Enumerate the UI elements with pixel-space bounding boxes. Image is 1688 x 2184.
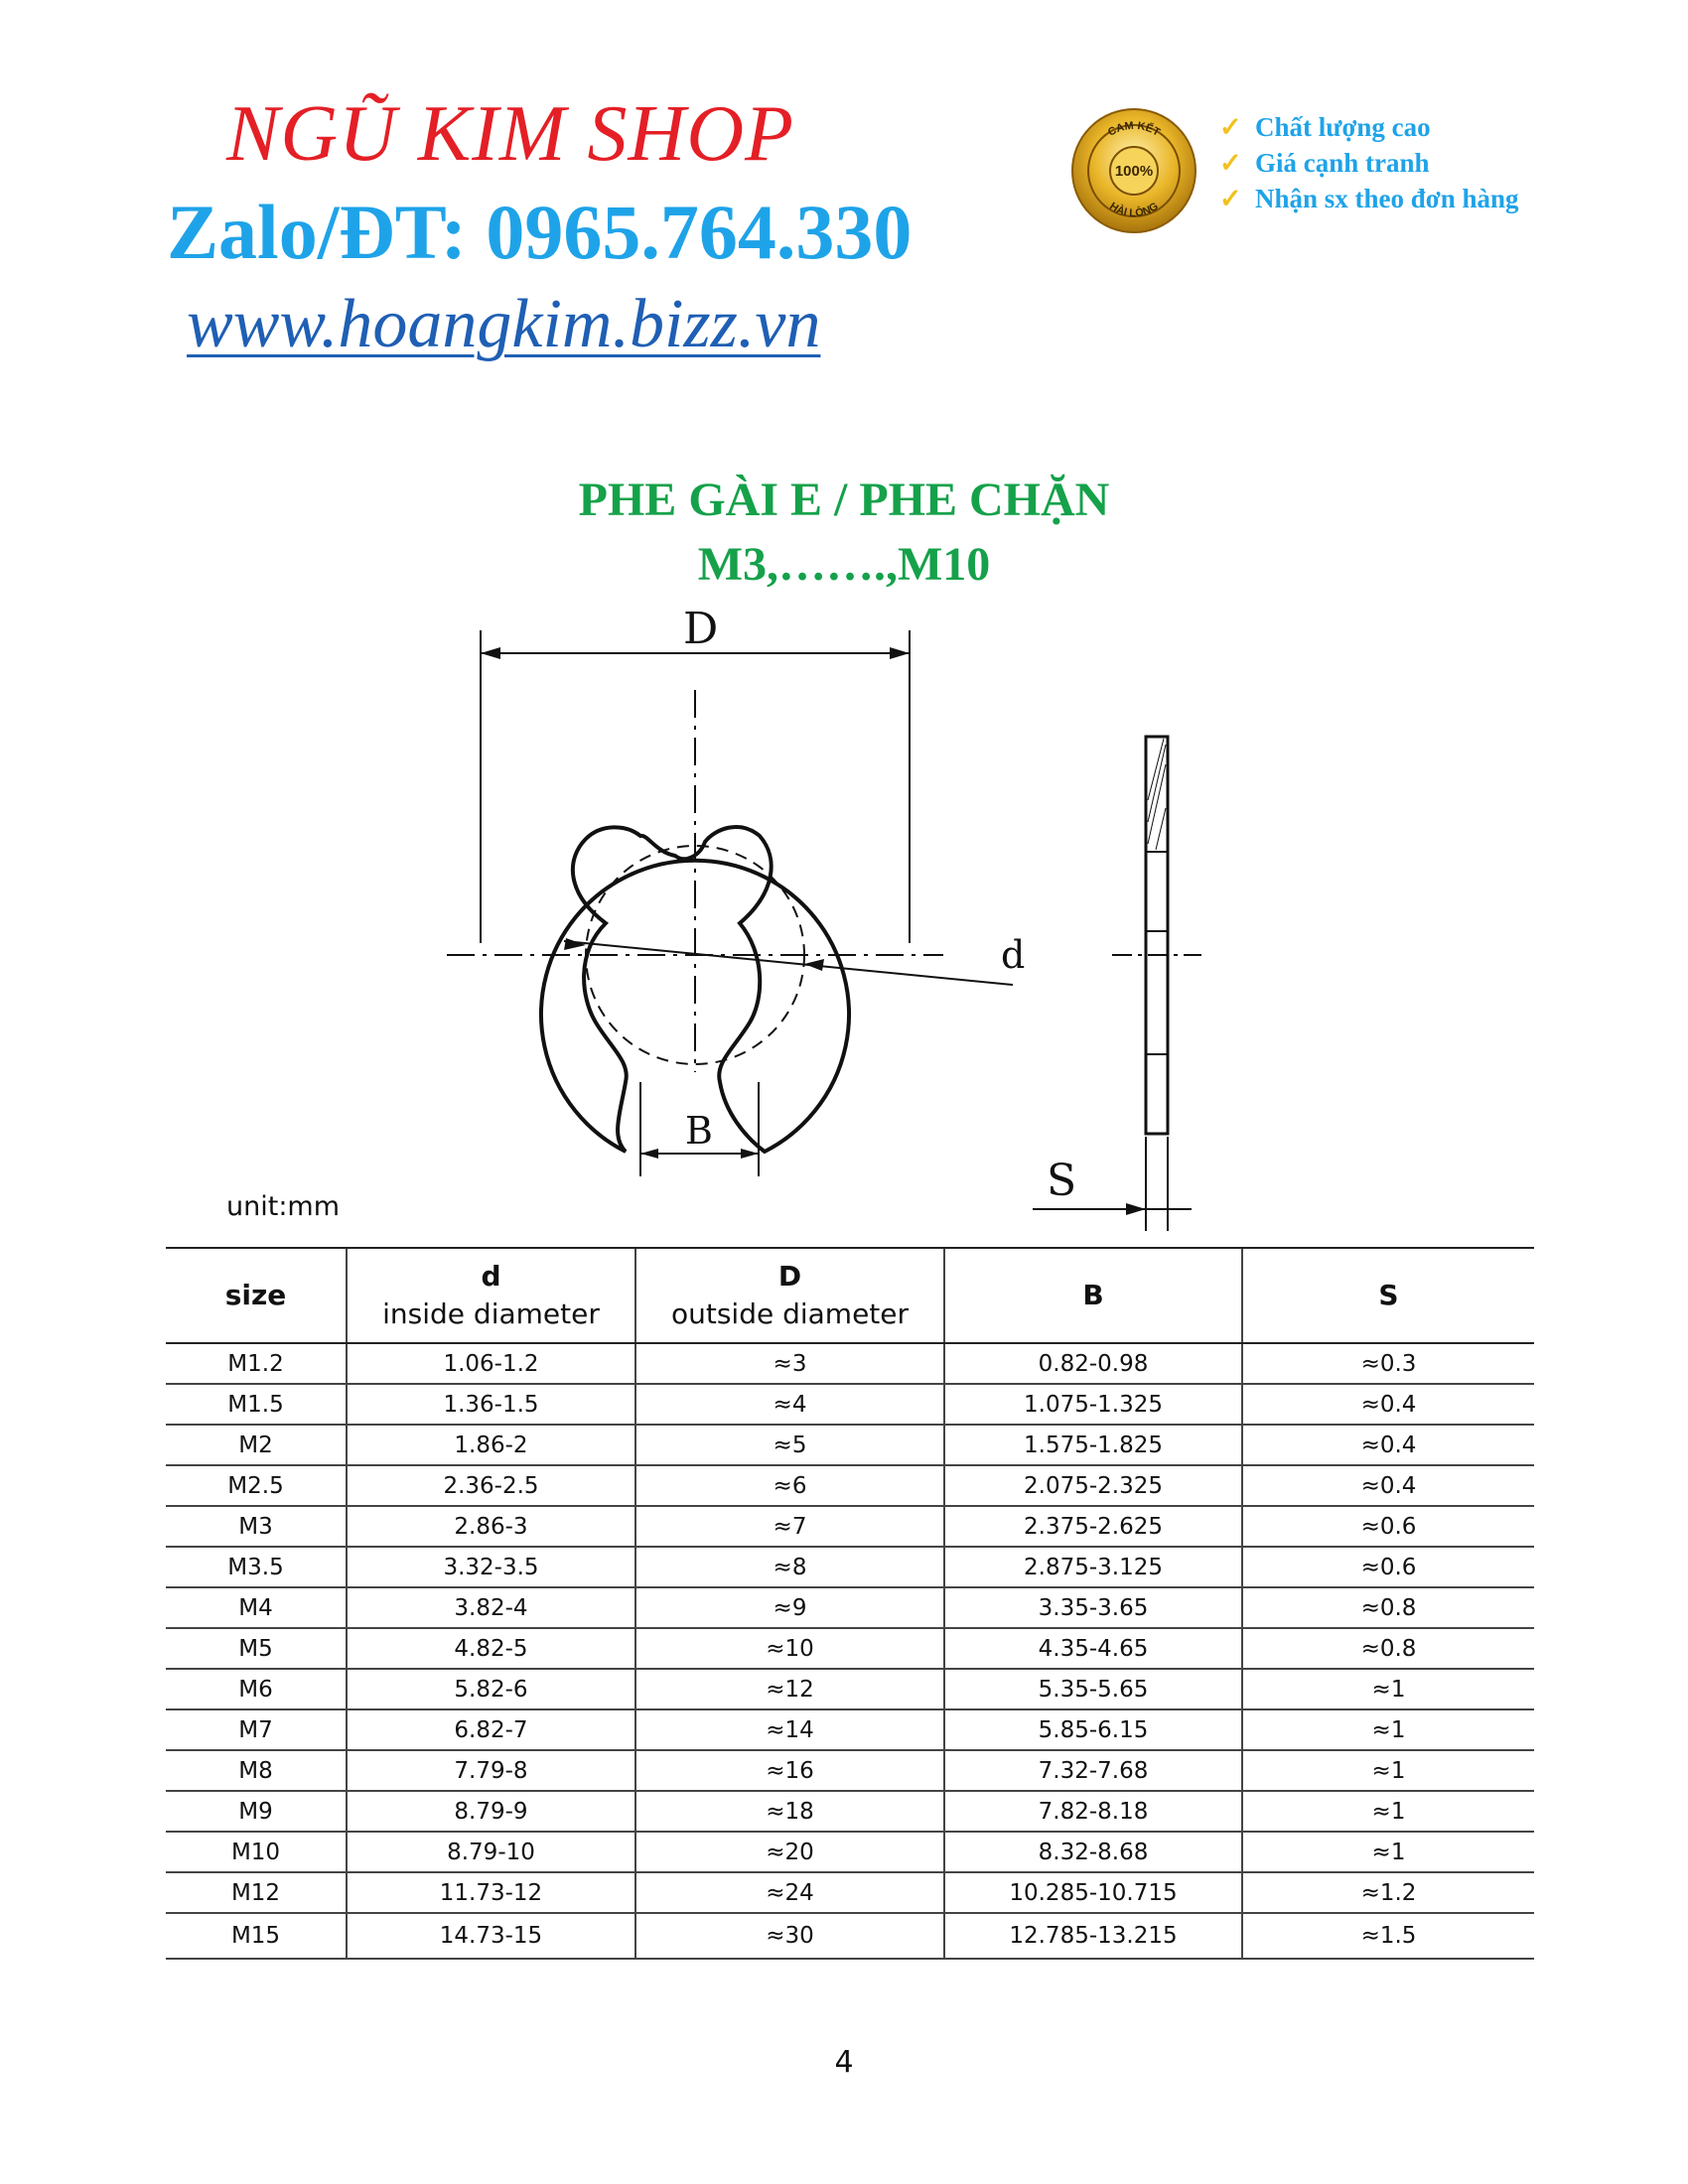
cell-outside-diameter: ≈8 — [635, 1547, 944, 1587]
cell-inside-diameter: 2.36-2.5 — [347, 1465, 635, 1506]
page-number: 4 — [834, 2045, 854, 2080]
cell-outside-diameter: ≈3 — [635, 1343, 944, 1384]
cell-inside-diameter: 8.79-10 — [347, 1832, 635, 1872]
cell-b: 5.85-6.15 — [944, 1709, 1242, 1750]
side-view-hatch — [1148, 745, 1166, 822]
cell-size: M3.5 — [166, 1547, 347, 1587]
cell-b: 7.82-8.18 — [944, 1791, 1242, 1832]
cell-s: ≈1 — [1242, 1832, 1534, 1872]
cell-s: ≈0.4 — [1242, 1465, 1534, 1506]
cell-s: ≈1 — [1242, 1709, 1534, 1750]
table-row — [166, 1872, 1534, 1913]
website-link[interactable]: www.hoangkim.bizz.vn — [187, 286, 821, 362]
cell-inside-diameter: 8.79-9 — [347, 1791, 635, 1832]
contact-phone: Zalo/ĐT: 0965.764.330 — [167, 189, 913, 275]
cell-size: M1.2 — [166, 1343, 347, 1384]
cell-b: 2.375-2.625 — [944, 1506, 1242, 1547]
table-row — [166, 1587, 1534, 1628]
check-icon: ✓ — [1219, 148, 1242, 178]
cell-inside-diameter: 14.73-15 — [347, 1913, 635, 1959]
cell-outside-diameter: ≈20 — [635, 1832, 944, 1872]
cell-outside-diameter: ≈30 — [635, 1913, 944, 1959]
cell-b: 1.075-1.325 — [944, 1384, 1242, 1425]
cell-s: ≈1 — [1242, 1669, 1534, 1709]
cell-s: ≈1.5 — [1242, 1913, 1534, 1959]
dim-d-arrow-right — [804, 959, 824, 971]
benefit-item: ✓ Nhận sx theo đơn hàng — [1219, 181, 1519, 216]
cell-s: ≈0.4 — [1242, 1384, 1534, 1425]
label-d: d — [1001, 933, 1026, 977]
table-row — [166, 1913, 1534, 1959]
badge-bottom-text: HÀI LÒNG — [1107, 200, 1161, 220]
cell-b: 5.35-5.65 — [944, 1669, 1242, 1709]
cell-b: 7.32-7.68 — [944, 1750, 1242, 1791]
cell-b: 10.285-10.715 — [944, 1872, 1242, 1913]
dim-d-arrow-left — [564, 938, 586, 950]
side-view-hatch — [1148, 764, 1166, 844]
cell-b: 12.785-13.215 — [944, 1913, 1242, 1959]
spec-table — [166, 1247, 1534, 1960]
cell-b: 2.075-2.325 — [944, 1465, 1242, 1506]
cell-size: M5 — [166, 1628, 347, 1669]
cell-outside-diameter: ≈6 — [635, 1465, 944, 1506]
table-row — [166, 1750, 1534, 1791]
cell-s: ≈1.2 — [1242, 1872, 1534, 1913]
table-header-row — [166, 1248, 1534, 1343]
table-row — [166, 1832, 1534, 1872]
cell-outside-diameter: ≈12 — [635, 1669, 944, 1709]
cell-b: 0.82-0.98 — [944, 1343, 1242, 1384]
e-clip-diagram — [417, 596, 1311, 1251]
cell-s: ≈0.3 — [1242, 1343, 1534, 1384]
cell-b: 2.875-3.125 — [944, 1547, 1242, 1587]
cell-inside-diameter: 3.32-3.5 — [347, 1547, 635, 1587]
table-row — [166, 1669, 1534, 1709]
cell-inside-diameter: 7.79-8 — [347, 1750, 635, 1791]
cell-inside-diameter: 1.36-1.5 — [347, 1384, 635, 1425]
table-row — [166, 1384, 1534, 1425]
table-row — [166, 1425, 1534, 1465]
dim-D-arrow-left — [481, 647, 500, 659]
satisfaction-badge — [1070, 107, 1197, 234]
cell-outside-diameter: ≈16 — [635, 1750, 944, 1791]
header-S: S — [1242, 1248, 1534, 1343]
cell-outside-diameter: ≈9 — [635, 1587, 944, 1628]
label-S: S — [1047, 1156, 1077, 1206]
cell-size: M1.5 — [166, 1384, 347, 1425]
table-row — [166, 1465, 1534, 1506]
cell-inside-diameter: 1.06-1.2 — [347, 1343, 635, 1384]
table-row — [166, 1547, 1534, 1587]
cell-inside-diameter: 5.82-6 — [347, 1669, 635, 1709]
benefits-list — [1219, 109, 1519, 216]
cell-size: M2 — [166, 1425, 347, 1465]
cell-s: ≈0.6 — [1242, 1547, 1534, 1587]
cell-outside-diameter: ≈7 — [635, 1506, 944, 1547]
table-row — [166, 1709, 1534, 1750]
badge-center-text: 100% — [1114, 163, 1154, 180]
cell-s: ≈0.8 — [1242, 1587, 1534, 1628]
label-D: D — [683, 604, 719, 654]
table-row — [166, 1506, 1534, 1547]
cell-outside-diameter: ≈4 — [635, 1384, 944, 1425]
cell-size: M15 — [166, 1913, 347, 1959]
table-row — [166, 1343, 1534, 1384]
doc-subtitle: M3,…….,M10 — [697, 538, 991, 591]
cell-outside-diameter: ≈18 — [635, 1791, 944, 1832]
cell-size: M8 — [166, 1750, 347, 1791]
doc-title: PHE GÀI E / PHE CHẶN — [578, 474, 1110, 526]
cell-outside-diameter: ≈14 — [635, 1709, 944, 1750]
benefit-item: ✓ Giá cạnh tranh — [1219, 145, 1519, 181]
cell-b: 1.575-1.825 — [944, 1425, 1242, 1465]
table-row — [166, 1791, 1534, 1832]
side-view-hatch — [1148, 739, 1164, 800]
cell-size: M12 — [166, 1872, 347, 1913]
cell-size: M7 — [166, 1709, 347, 1750]
badge-top-text: CAM KẾT — [1105, 119, 1163, 139]
cell-size: M2.5 — [166, 1465, 347, 1506]
cell-b: 3.35-3.65 — [944, 1587, 1242, 1628]
cell-size: M3 — [166, 1506, 347, 1547]
cell-s: ≈0.6 — [1242, 1506, 1534, 1547]
cell-inside-diameter: 2.86-3 — [347, 1506, 635, 1547]
check-icon: ✓ — [1219, 112, 1242, 142]
table-row — [166, 1628, 1534, 1669]
dim-B-arrow-left — [640, 1149, 658, 1159]
dim-d-leader — [564, 941, 1013, 985]
cell-inside-diameter: 6.82-7 — [347, 1709, 635, 1750]
cell-size: M10 — [166, 1832, 347, 1872]
label-B: B — [685, 1109, 713, 1153]
cell-inside-diameter: 1.86-2 — [347, 1425, 635, 1465]
header-D: D outside diameter — [635, 1248, 944, 1343]
header-d: d inside diameter — [347, 1248, 635, 1343]
dim-S-arrow — [1126, 1203, 1146, 1215]
side-view-hatch — [1156, 808, 1166, 850]
cell-s: ≈1 — [1242, 1791, 1534, 1832]
cell-size: M4 — [166, 1587, 347, 1628]
cell-outside-diameter: ≈5 — [635, 1425, 944, 1465]
benefit-item: ✓ Chất lượng cao — [1219, 109, 1519, 145]
cell-inside-diameter: 3.82-4 — [347, 1587, 635, 1628]
check-icon: ✓ — [1219, 184, 1242, 213]
header-B: B — [944, 1248, 1242, 1343]
cell-inside-diameter: 4.82-5 — [347, 1628, 635, 1669]
shop-name: NGŨ KIM SHOP — [226, 90, 794, 178]
cell-b: 8.32-8.68 — [944, 1832, 1242, 1872]
cell-size: M6 — [166, 1669, 347, 1709]
cell-s: ≈0.4 — [1242, 1425, 1534, 1465]
cell-s: ≈1 — [1242, 1750, 1534, 1791]
dim-B-arrow-right — [741, 1149, 759, 1159]
dim-D-arrow-right — [890, 647, 910, 659]
cell-s: ≈0.8 — [1242, 1628, 1534, 1669]
cell-size: M9 — [166, 1791, 347, 1832]
cell-b: 4.35-4.65 — [944, 1628, 1242, 1669]
cell-outside-diameter: ≈10 — [635, 1628, 944, 1669]
unit-label: unit:mm — [226, 1191, 341, 1222]
header-size: size — [166, 1248, 347, 1343]
cell-outside-diameter: ≈24 — [635, 1872, 944, 1913]
cell-inside-diameter: 11.73-12 — [347, 1872, 635, 1913]
